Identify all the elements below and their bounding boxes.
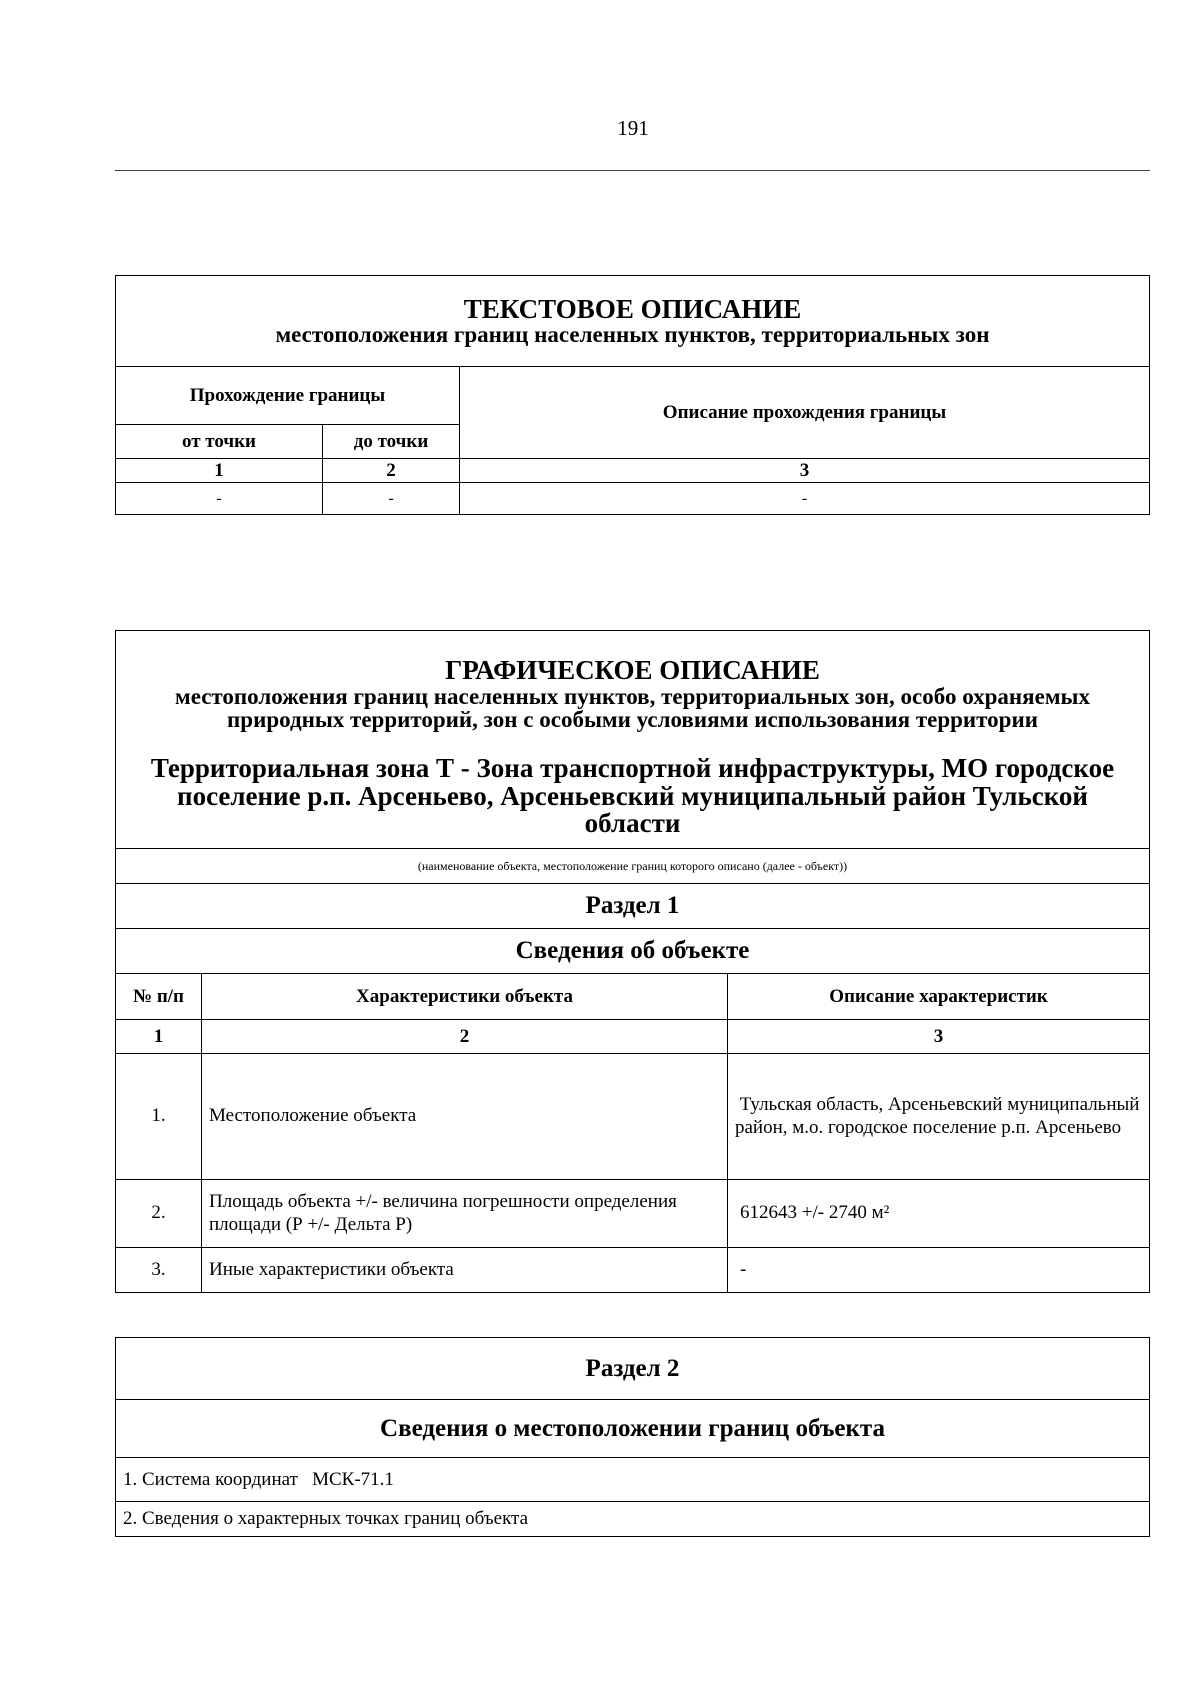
row-description: 612643 +/- 2740 м² bbox=[728, 1180, 1150, 1248]
col-from-header: от точки bbox=[116, 425, 323, 459]
section-2-title: Раздел 2 bbox=[116, 1338, 1150, 1400]
header-num-2: 2 bbox=[202, 1020, 728, 1054]
section-2-subtitle: Сведения о местоположении границ объекта bbox=[116, 1400, 1150, 1458]
text-description-title: ТЕКСТОВОЕ ОПИСАНИЕ bbox=[463, 293, 802, 324]
header-num-1: 1 bbox=[116, 1020, 202, 1054]
text-description-table bbox=[115, 275, 1150, 515]
header-rule bbox=[115, 170, 1150, 171]
graphic-description-table bbox=[115, 630, 1150, 1293]
table-row bbox=[116, 1248, 1150, 1293]
coordinate-system-line: 1. Система координат МСК-71.1 bbox=[116, 1458, 1150, 1502]
row-description: - bbox=[728, 1248, 1150, 1293]
page-number: 191 bbox=[617, 116, 649, 140]
row-num: 2. bbox=[116, 1180, 202, 1248]
table-cell: - bbox=[116, 483, 323, 515]
col-num-1: 1 bbox=[116, 459, 323, 483]
boundary-points-line: 2. Сведения о характерных точках границ объекта bbox=[116, 1502, 1150, 1537]
table-row bbox=[116, 1180, 1150, 1248]
section-1-title: Раздел 1 bbox=[116, 884, 1150, 929]
row-characteristic: Площадь объекта +/- величина погрешности определения площади (Р +/- Дельта Р) bbox=[202, 1180, 728, 1248]
row-num: 1. bbox=[116, 1054, 202, 1180]
col-to-header: до точки bbox=[323, 425, 460, 459]
header-characteristic: Характеристики объекта bbox=[202, 974, 728, 1020]
object-name: Территориальная зона Т - Зона транспортной инфраструктуры, МО городское поселение р.п. Арсеньево, Арсеньевский муниципальный район Тульской области bbox=[150, 753, 1115, 839]
section-2-table bbox=[115, 1337, 1150, 1537]
graphic-description-title-cell bbox=[116, 631, 1150, 849]
section-1-subtitle: Сведения об объекте bbox=[116, 929, 1150, 974]
row-num: 3. bbox=[116, 1248, 202, 1293]
header-num-3: 3 bbox=[728, 1020, 1150, 1054]
table-cell: - bbox=[460, 483, 1150, 515]
object-name-note: (наименование объекта, местоположение границ которого описано (далее - объект)) bbox=[116, 849, 1150, 884]
row-characteristic: Иные характеристики объекта bbox=[202, 1248, 728, 1293]
col-num-2: 2 bbox=[323, 459, 460, 483]
header-description: Описание характеристик bbox=[728, 974, 1150, 1020]
graphic-description-subtitle: местоположения границ населенных пунктов, территориальных зон, особо охраняемых природных территорий, зон с особыми условиями использования территории bbox=[175, 683, 1090, 732]
text-description-subtitle: местоположения границ населенных пунктов, территориальных зон bbox=[275, 322, 990, 348]
table-row bbox=[116, 1054, 1150, 1180]
text-description-title-cell bbox=[116, 276, 1150, 367]
header-num: № п/п bbox=[116, 974, 202, 1020]
col-description-header: Описание прохождения границы bbox=[460, 367, 1150, 459]
col-num-3: 3 bbox=[460, 459, 1150, 483]
row-characteristic: Местоположение объекта bbox=[202, 1054, 728, 1180]
table-cell: - bbox=[323, 483, 460, 515]
col-passage-header: Прохождение границы bbox=[116, 367, 460, 425]
row-description: Тульская область, Арсеньевский муниципальный район, м.о. городское поселение р.п. Арсеньево bbox=[728, 1054, 1150, 1180]
graphic-description-title: ГРАФИЧЕСКОЕ ОПИСАНИЕ bbox=[445, 654, 820, 685]
